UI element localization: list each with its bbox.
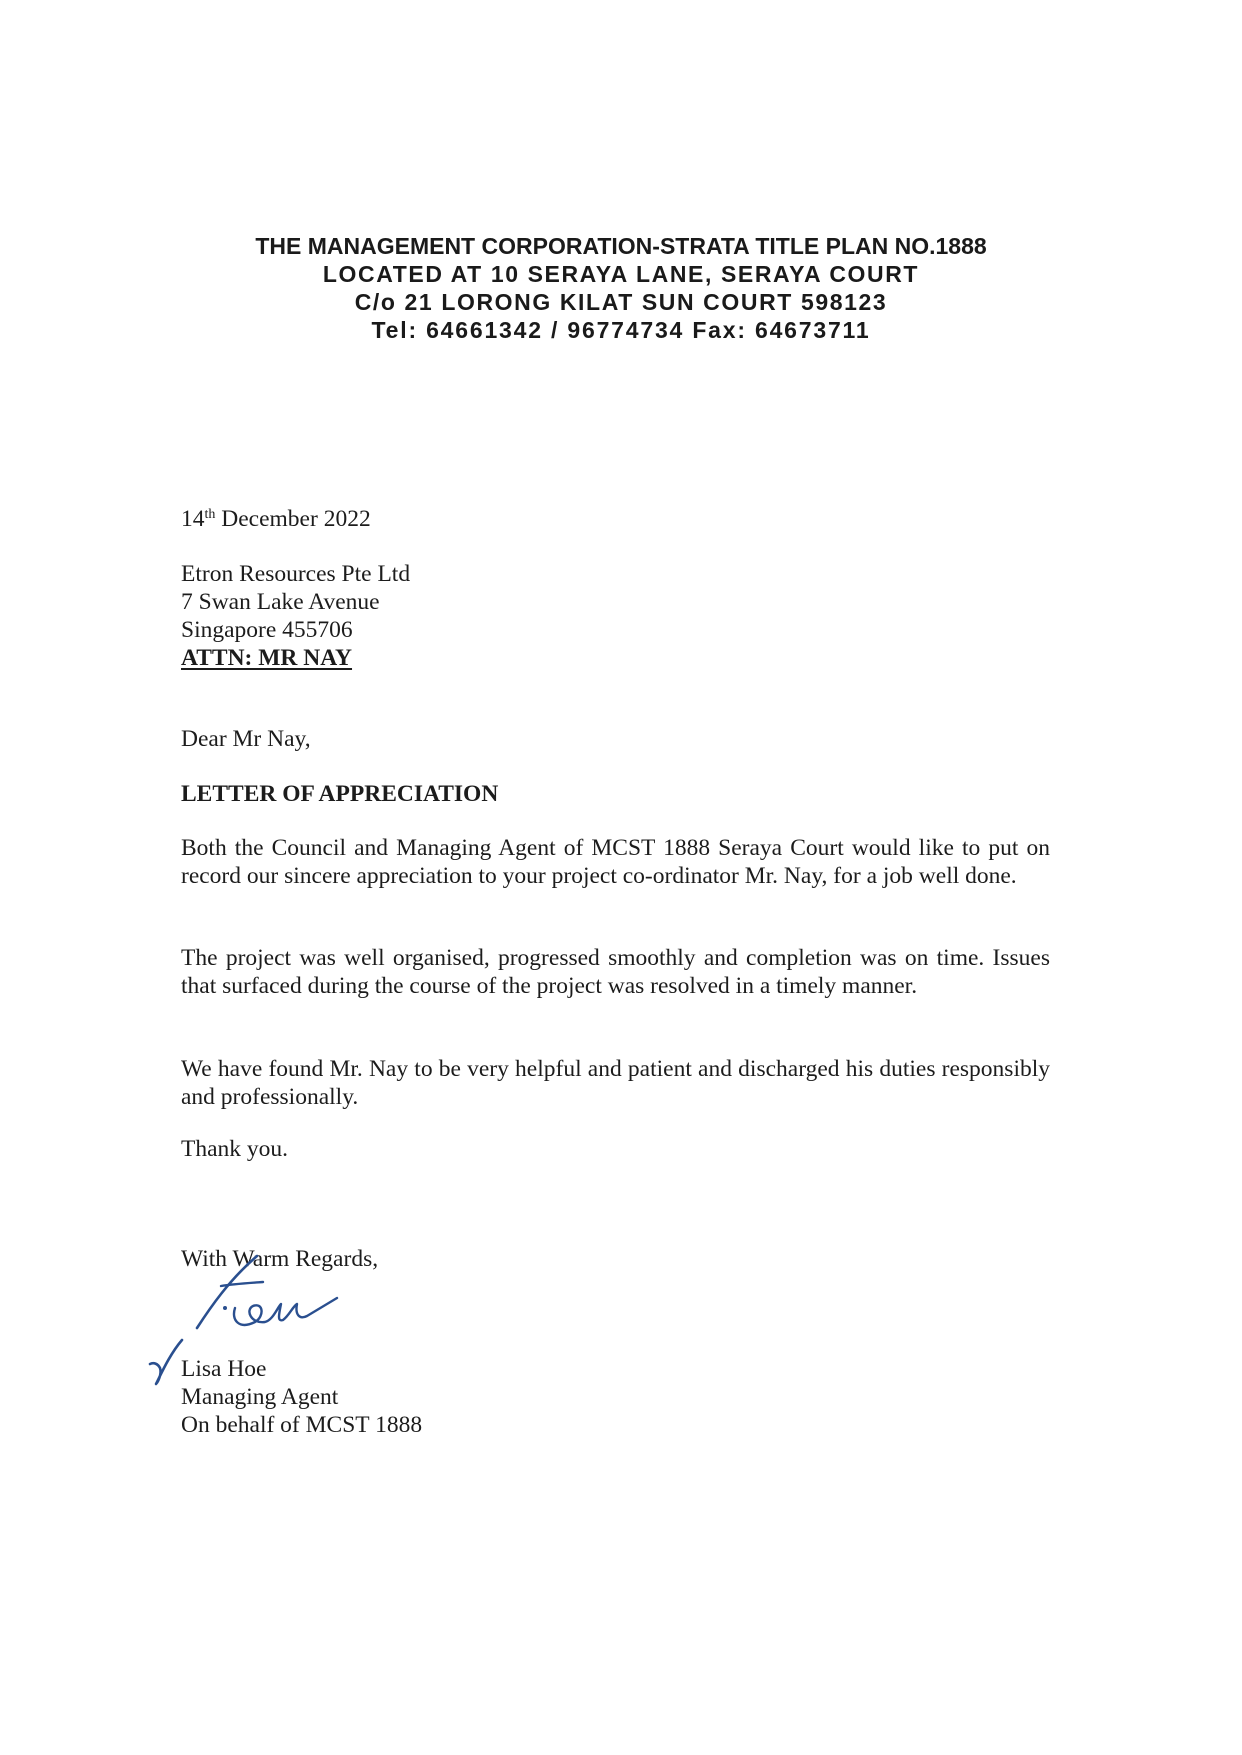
tick-icon bbox=[148, 1338, 184, 1388]
signatory-name: Lisa Hoe bbox=[181, 1356, 267, 1382]
signatory-block bbox=[181, 1355, 422, 1439]
paragraph-project: The project was well organised, progressed smoothly and completion was on time. Issues that surfaced during the course of the project was resolved in a timely manner. bbox=[181, 945, 1050, 999]
recipient-street: 7 Swan Lake Avenue bbox=[181, 589, 380, 615]
date-suffix: th bbox=[204, 507, 216, 522]
closing: With Warm Regards, bbox=[181, 1246, 379, 1272]
signature-icon bbox=[195, 1250, 355, 1340]
recipient-attn: ATTN: MR NAY bbox=[181, 645, 353, 671]
letterhead-care-of: C/o 21 LORONG KILAT SUN COURT 598123 bbox=[354, 289, 888, 315]
recipient-city: Singapore 455706 bbox=[181, 617, 353, 643]
letterhead-contact: Tel: 64661342 / 96774734 Fax: 64673711 bbox=[371, 317, 871, 343]
signatory-on-behalf: On behalf of MCST 1888 bbox=[181, 1412, 423, 1438]
recipient-company: Etron Resources Pte Ltd bbox=[181, 561, 411, 587]
paragraph-appreciation: Both the Council and Managing Agent of MCST 1888 Seraya Court would like to put on record our sincere appreciation to your project co-ordinator Mr. Nay, for a job well done. bbox=[181, 835, 1050, 889]
letter-subject: LETTER OF APPRECIATION bbox=[181, 781, 499, 807]
date-month-year: December 2022 bbox=[215, 506, 371, 532]
date-day: 14 bbox=[181, 506, 205, 532]
paragraph-conduct: We have found Mr. Nay to be very helpful and patient and discharged his duties responsibly and professionally. bbox=[181, 1056, 1050, 1110]
signatory-title: Managing Agent bbox=[181, 1384, 339, 1410]
letterhead bbox=[0, 232, 1242, 344]
thank-you: Thank you. bbox=[181, 1136, 289, 1162]
letter-date bbox=[181, 505, 371, 533]
letterhead-title: THE MANAGEMENT CORPORATION-STRATA TITLE PLAN NO.1888 bbox=[255, 233, 987, 259]
letterhead-location: LOCATED AT 10 SERAYA LANE, SERAYA COURT bbox=[322, 261, 920, 287]
salutation: Dear Mr Nay, bbox=[181, 726, 311, 752]
recipient-address bbox=[181, 560, 410, 672]
